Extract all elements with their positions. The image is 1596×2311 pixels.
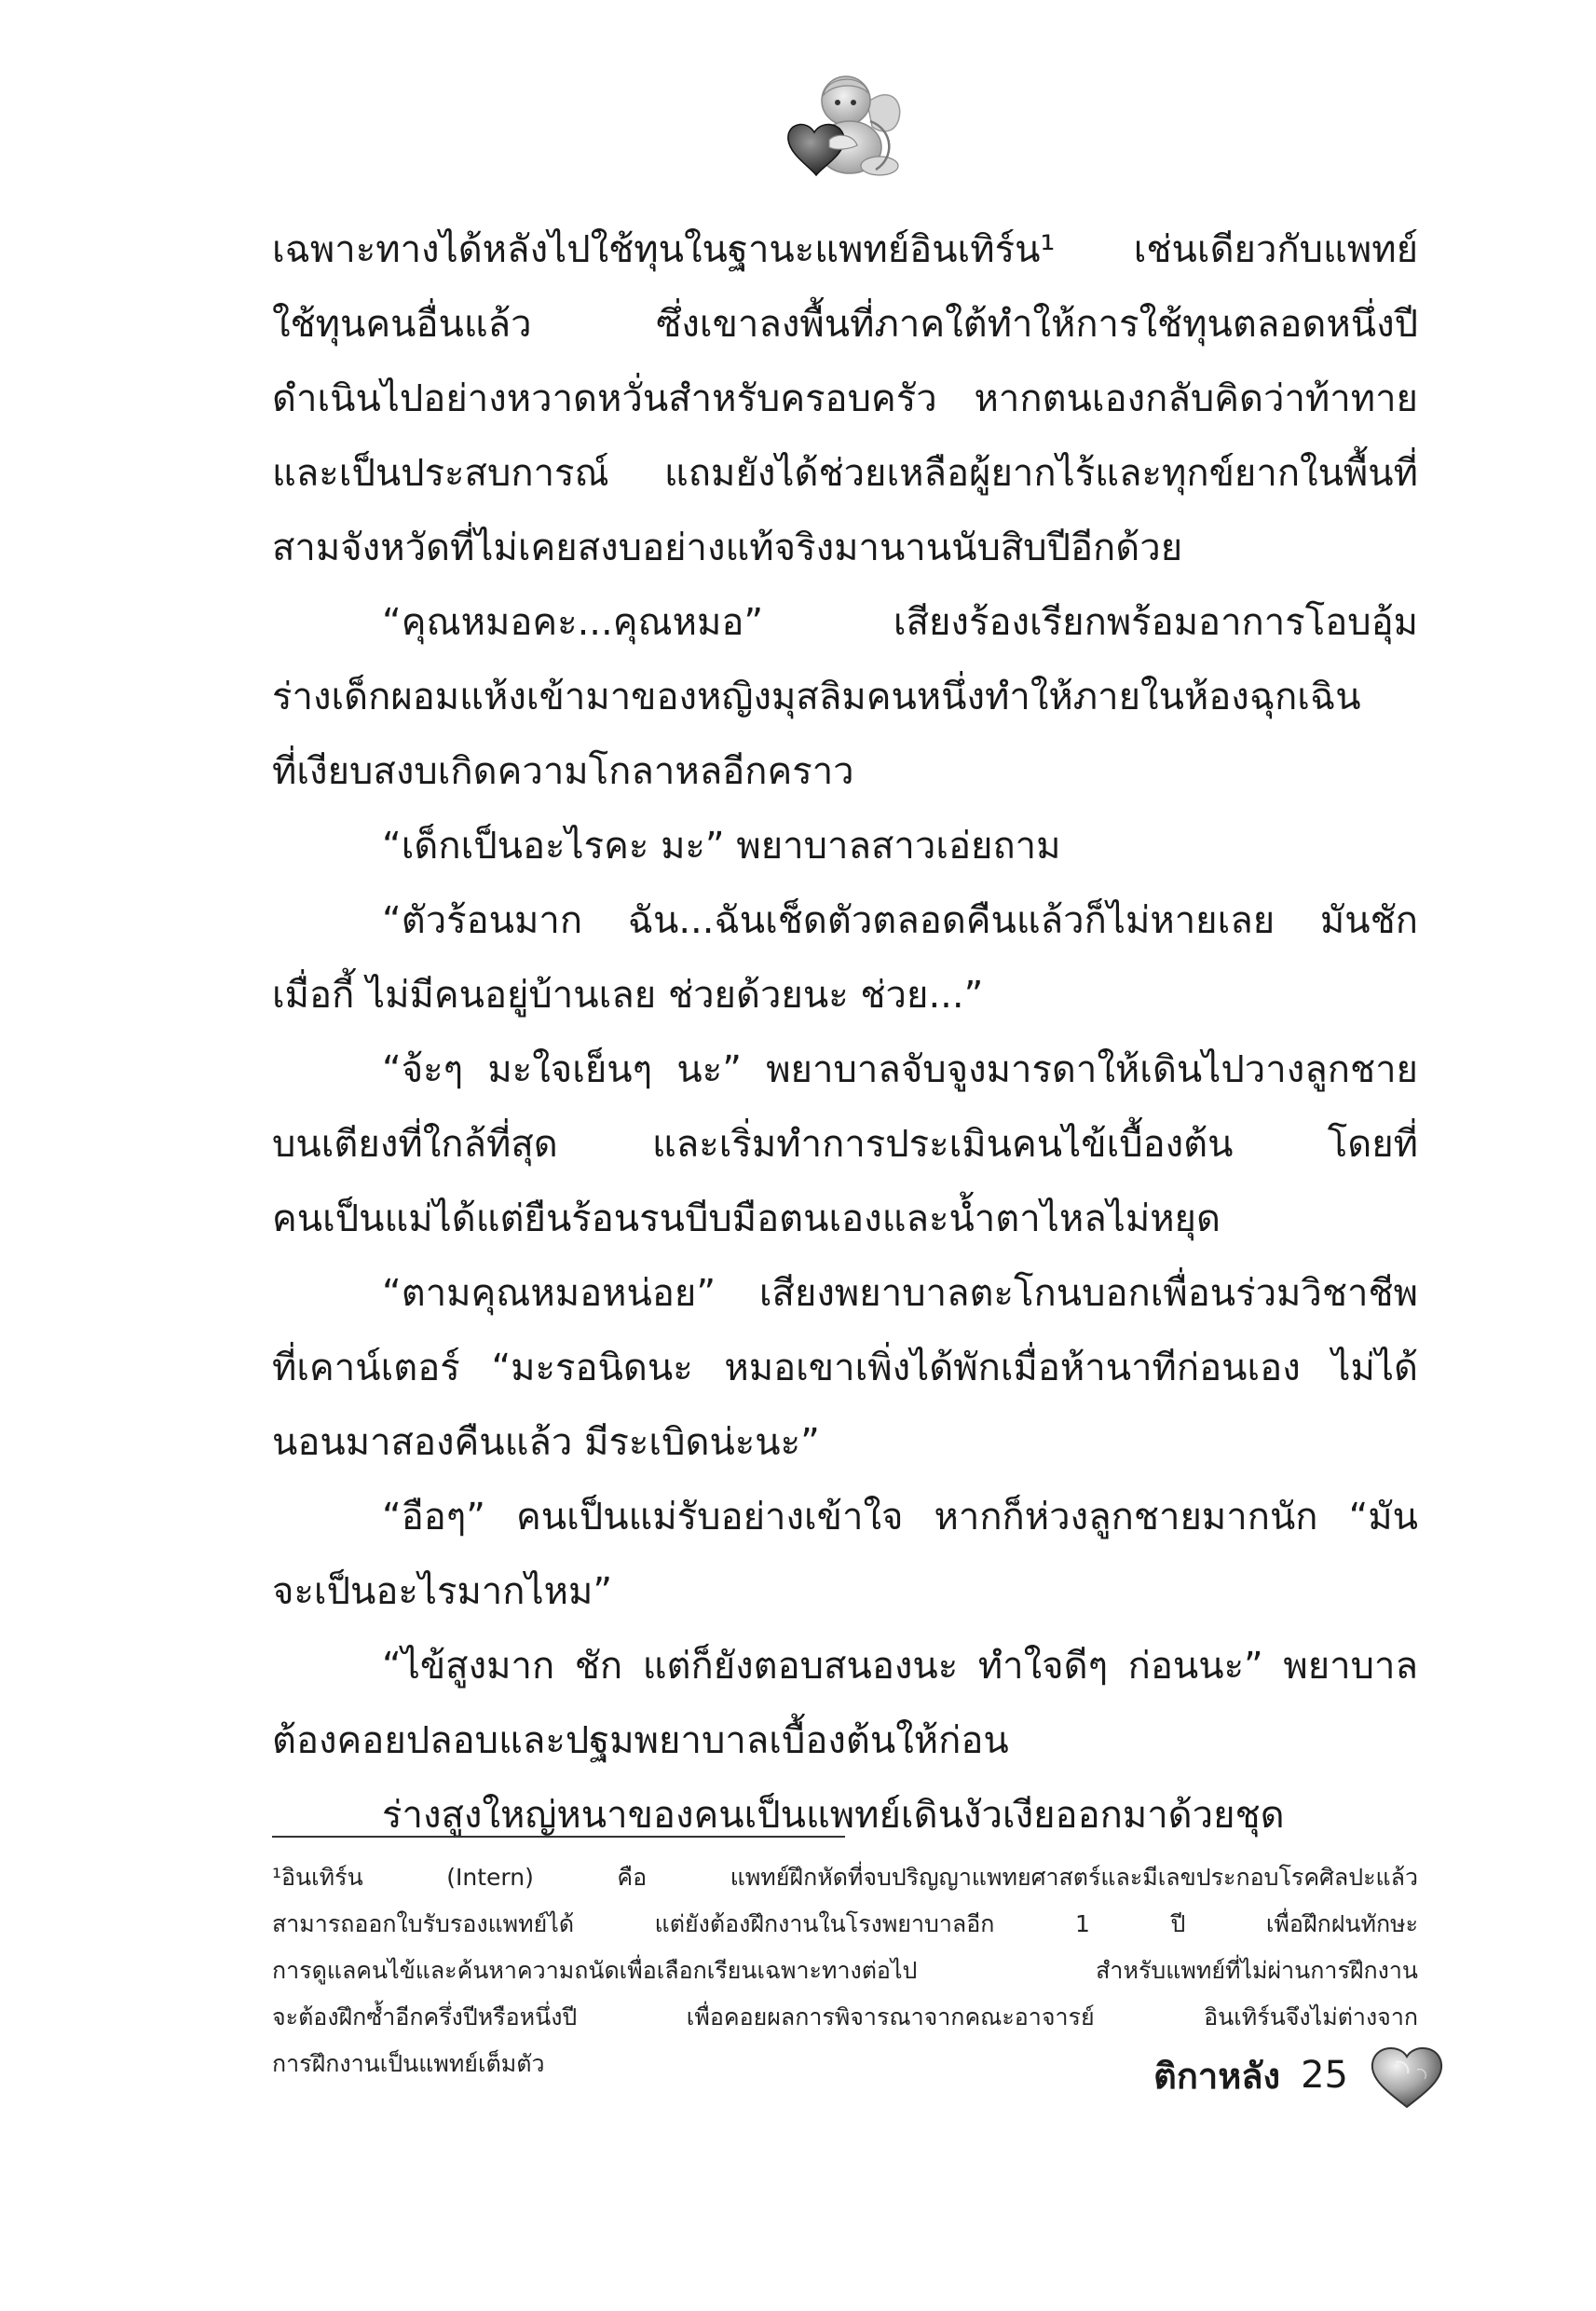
page-number: 25 bbox=[1301, 2054, 1348, 2097]
body-line: “เด็กเป็นอะไรคะ มะ” พยาบาลสาวเอ่ยถาม bbox=[382, 825, 1061, 868]
body-line: นอนมาสองคืนแล้ว มีระเบิดน่ะนะ” bbox=[272, 1421, 820, 1464]
body-line: เมื่อกี้ ไม่มีคนอยู่บ้านเลย ช่วยด้วยนะ ช่วย...” bbox=[272, 974, 984, 1017]
footnote-line: จะต้องฝึกซ้ำอีกครึ่งปีหรือหนึ่งปี เพื่อคอยผลการพิจารณาจากคณะอาจารย์ อินเทิร์นจึงไม่ต่างจาก bbox=[272, 2003, 1418, 2031]
body-line: “จ้ะๆ มะใจเย็นๆ นะ” พยาบาลจับจูงมารดาให้เดินไปวางลูกชาย bbox=[382, 1048, 1418, 1091]
body-line: และเป็นประสบการณ์ แถมยังได้ช่วยเหลือผู้ยากไร้และทุกข์ยากในพื้นที่ bbox=[272, 452, 1418, 495]
body-line: “ตัวร้อนมาก ฉัน...ฉันเช็ดตัวตลอดคืนแล้วก็ไม่หายเลย มันชัก bbox=[382, 899, 1418, 942]
body-line: ต้องคอยปลอบและปฐมพยาบาลเบื้องต้นให้ก่อน bbox=[272, 1719, 1009, 1762]
body-line: คนเป็นแม่ได้แต่ยืนร้อนรนบีบมือตนเองและน้ำตาไหลไม่หยุด bbox=[272, 1197, 1221, 1240]
book-title: ติกาหลัง bbox=[1153, 2055, 1281, 2097]
body-line: บนเตียงที่ใกล้ที่สุด และเริ่มทำการประเมินคนไข้เบื้องต้น โดยที่ bbox=[272, 1123, 1418, 1166]
cupid-holding-heart-icon bbox=[779, 65, 909, 186]
footnote-line: สามารถออกใบรับรองแพทย์ได้ แต่ยังต้องฝึกงานในโรงพยาบาลอีก 1 ปี เพื่อฝึกฝนทักษะ bbox=[272, 1910, 1418, 1937]
footnote-line: ¹อินเทิร์น (Intern) คือ แพทย์ฝึกหัดที่จบปริญญาแพทยศาสตร์และมีเลขประกอบโรคศิลปะแล้ว bbox=[272, 1864, 1418, 1891]
footnote-line: การฝึกงานเป็นแพทย์เต็มตัว bbox=[272, 2050, 545, 2077]
body-line: ใช้ทุนคนอื่นแล้ว ซึ่งเขาลงพื้นที่ภาคใต้ทำให้การใช้ทุนตลอดหนึ่งปี bbox=[272, 303, 1418, 346]
body-line: “คุณหมอคะ...คุณหมอ” เสียงร้องเรียกพร้อมอาการโอบอุ้ม bbox=[382, 601, 1418, 644]
heart-icon bbox=[1369, 2042, 1445, 2109]
body-line: จะเป็นอะไรมากไหม” bbox=[272, 1570, 613, 1613]
body-line: ที่เคาน์เตอร์ “มะรอนิดนะ หมอเขาเพิ่งได้พักเมื่อห้านาทีก่อนเอง ไม่ได้ bbox=[272, 1347, 1418, 1389]
body-text bbox=[272, 212, 1418, 1853]
page-footer bbox=[1153, 2043, 1445, 2108]
body-line: ร่างสูงใหญ่หนาของคนเป็นแพทย์เดินงัวเงียออกมาด้วยชุด bbox=[382, 1794, 1285, 1837]
body-line: “อือๆ” คนเป็นแม่รับอย่างเข้าใจ หากก็ห่วงลูกชายมากนัก “มัน bbox=[382, 1496, 1418, 1538]
footnote-divider bbox=[272, 1836, 845, 1838]
footnote-line: การดูแลคนไข้และค้นหาความถนัดเพื่อเลือกเรียนเฉพาะทางต่อไป สำหรับแพทย์ที่ไม่ผ่านการฝึกงาน bbox=[272, 1957, 1418, 1984]
body-line: สามจังหวัดที่ไม่เคยสงบอย่างแท้จริงมานานนับสิบปีอีกด้วย bbox=[272, 526, 1183, 569]
body-line: “ตามคุณหมอหน่อย” เสียงพยาบาลตะโกนบอกเพื่อนร่วมวิชาชีพ bbox=[382, 1272, 1418, 1315]
body-line: ร่างเด็กผอมแห้งเข้ามาของหญิงมุสลิมคนหนึ่งทำให้ภายในห้องฉุกเฉิน bbox=[272, 676, 1361, 718]
body-line: เฉพาะทางได้หลังไปใช้ทุนในฐานะแพทย์อินเทิร์น¹ เช่นเดียวกับแพทย์ bbox=[272, 228, 1418, 271]
body-line: ที่เงียบสงบเกิดความโกลาหลอีกคราว bbox=[272, 750, 854, 793]
body-line: “ไข้สูงมาก ชัก แต่ก็ยังตอบสนองนะ ทำใจดีๆ ก่อนนะ” พยาบาล bbox=[382, 1645, 1418, 1688]
body-line: ดำเนินไปอย่างหวาดหวั่นสำหรับครอบครัว หากตนเองกลับคิดว่าท้าทาย bbox=[272, 377, 1418, 420]
